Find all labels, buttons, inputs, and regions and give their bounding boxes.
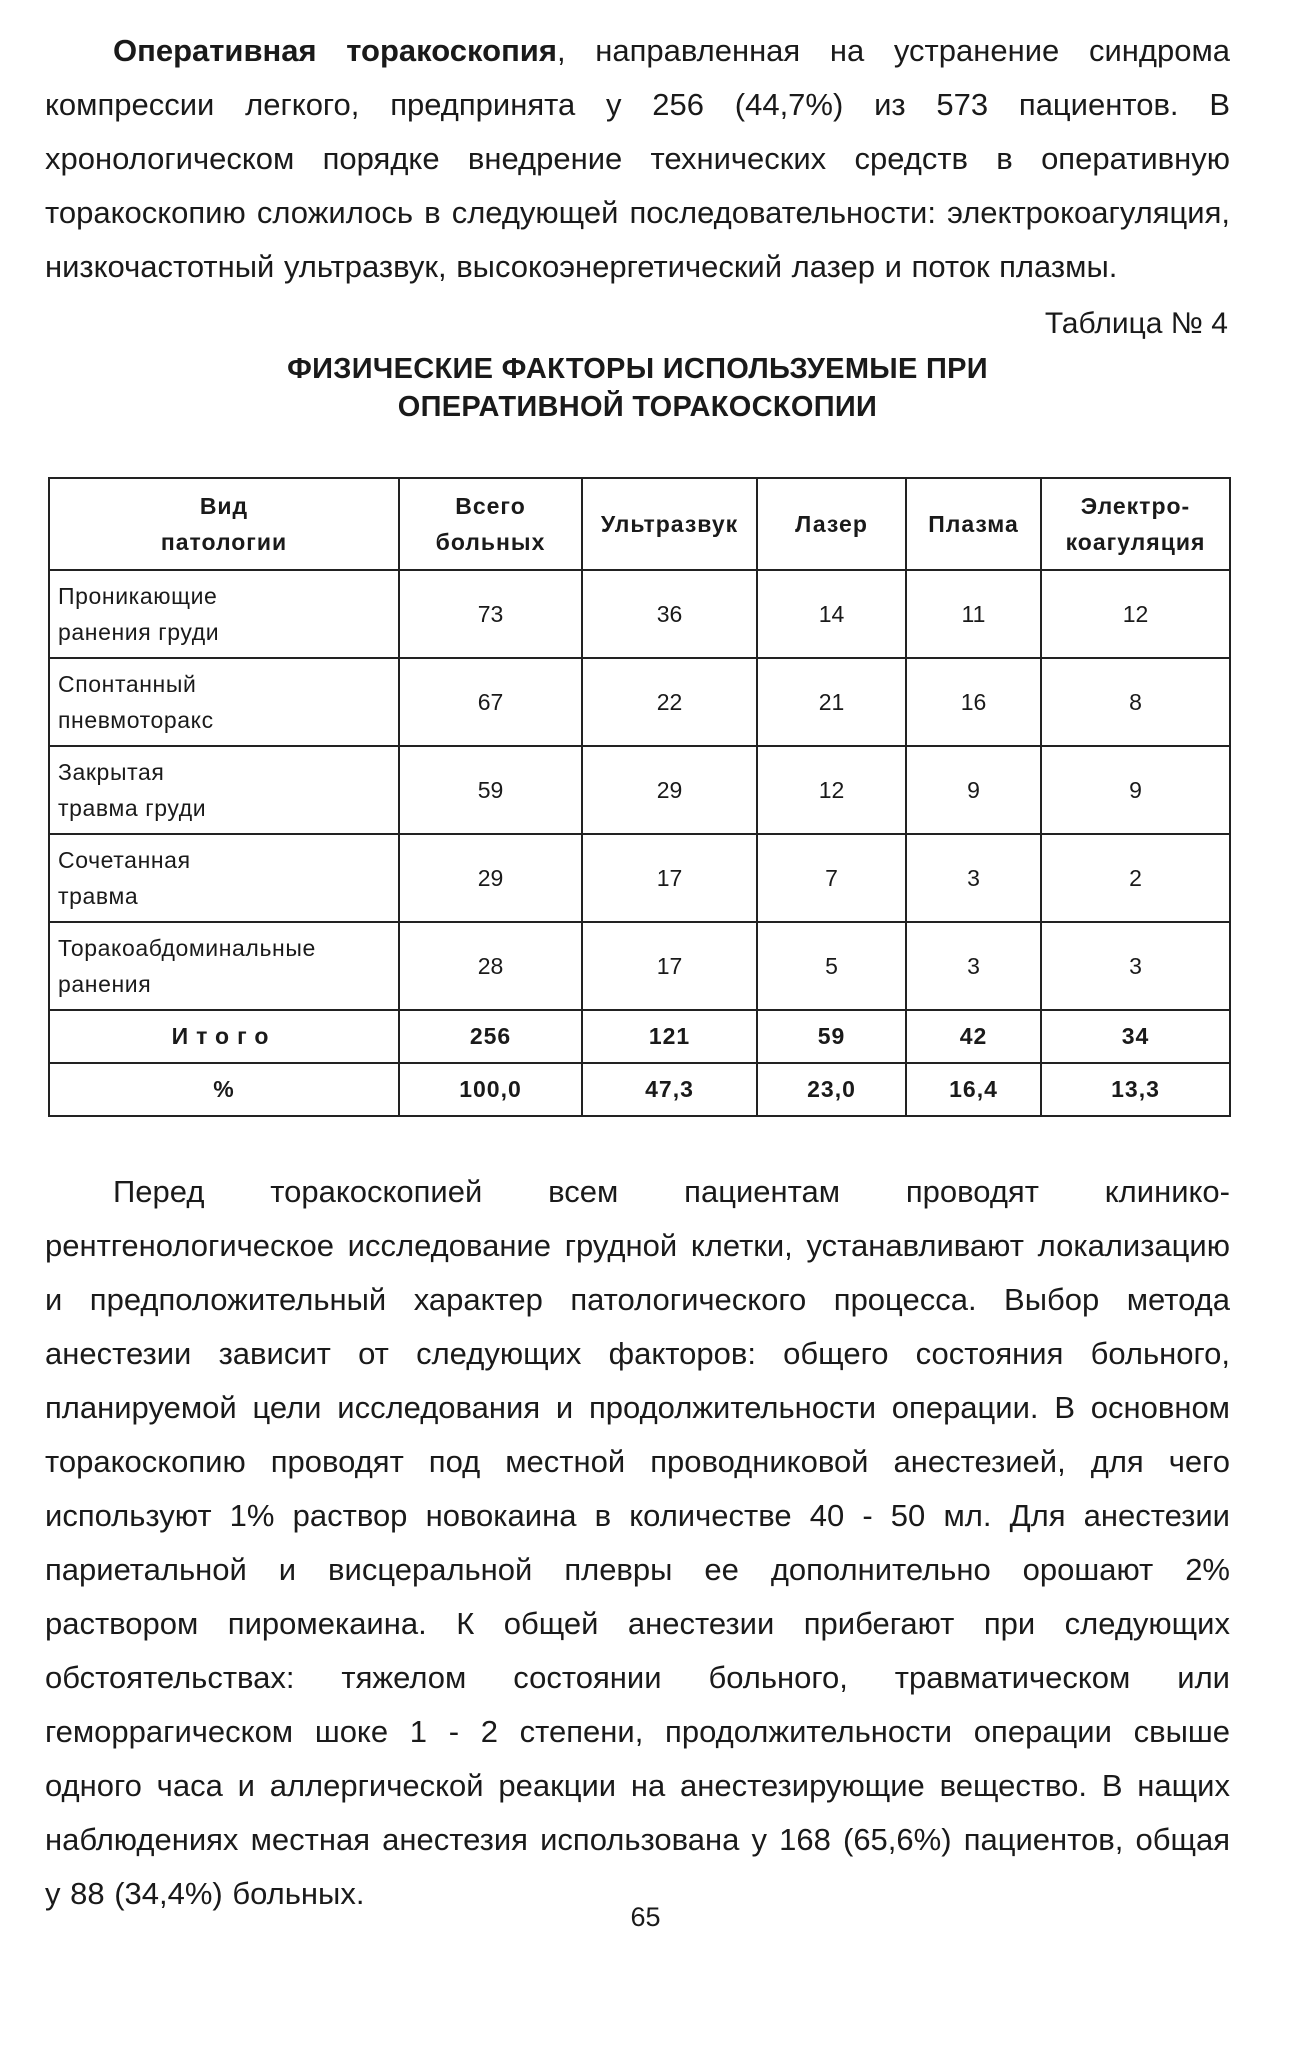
row-pathology: Спонтанный пневмоторакс [49, 658, 399, 746]
cell-laser: 5 [757, 922, 906, 1010]
intro-text: , направленная на устранение синдрома компрессии легкого, предпринята у 256 (44,7%) из 573 пациентов. В хронологическом порядке внедрение технических средств в оперативную торакоскопию сложилось в следующей последовательности: электрокоагуляция, низкочастотный ультразвук, высокоэнергетический лазер и поток плазмы. [45, 33, 1230, 284]
cell-ultrasound: 17 [582, 922, 757, 1010]
table-title-line2: ОПЕРАТИВНОЙ ТОРАКОСКОПИИ [397, 391, 878, 423]
percent-electrocoagulation: 13,3 [1041, 1063, 1230, 1116]
anesthesia-paragraph [45, 1165, 1230, 1921]
table-row [49, 658, 1230, 746]
header-ultrasound: Ультразвук [582, 478, 757, 570]
percent-patients: 100,0 [399, 1063, 582, 1116]
row-pathology: Закрытая травма груди [49, 746, 399, 834]
header-laser: Лазер [757, 478, 906, 570]
cell-ultrasound: 29 [582, 746, 757, 834]
table-row [49, 922, 1230, 1010]
cell-electrocoagulation: 8 [1041, 658, 1230, 746]
cell-laser: 7 [757, 834, 906, 922]
cell-total: 67 [399, 658, 582, 746]
percent-laser: 23,0 [757, 1063, 906, 1116]
table-row [49, 834, 1230, 922]
table-header-row [49, 478, 1230, 570]
cell-ultrasound: 36 [582, 570, 757, 658]
total-patients: 256 [399, 1010, 582, 1063]
intro-paragraph [45, 24, 1230, 294]
cell-total: 59 [399, 746, 582, 834]
table-percent-row [49, 1063, 1230, 1116]
physical-factors-table [48, 477, 1231, 1117]
cell-plasma: 16 [906, 658, 1041, 746]
header-total-patients: Всего больных [399, 478, 582, 570]
header-plasma: Плазма [906, 478, 1041, 570]
cell-ultrasound: 22 [582, 658, 757, 746]
table-label: Таблица № 4 [1044, 307, 1228, 340]
cell-laser: 12 [757, 746, 906, 834]
cell-plasma: 9 [906, 746, 1041, 834]
total-laser: 59 [757, 1010, 906, 1063]
percent-label: % [49, 1063, 399, 1116]
percent-ultrasound: 47,3 [582, 1063, 757, 1116]
row-pathology: Сочетанная травма [49, 834, 399, 922]
header-electrocoagulation: Электро- коагуляция [1041, 478, 1230, 570]
cell-total: 29 [399, 834, 582, 922]
cell-plasma: 11 [906, 570, 1041, 658]
cell-plasma: 3 [906, 834, 1041, 922]
cell-total: 73 [399, 570, 582, 658]
row-pathology: Проникающие ранения груди [49, 570, 399, 658]
intro-bold-lead: Оперативная торакоскопия [113, 33, 557, 68]
cell-laser: 21 [757, 658, 906, 746]
table-row [49, 746, 1230, 834]
table-row [49, 570, 1230, 658]
page-number: 65 [630, 1902, 661, 1932]
cell-electrocoagulation: 9 [1041, 746, 1230, 834]
total-ultrasound: 121 [582, 1010, 757, 1063]
cell-electrocoagulation: 12 [1041, 570, 1230, 658]
cell-electrocoagulation: 3 [1041, 922, 1230, 1010]
cell-plasma: 3 [906, 922, 1041, 1010]
percent-plasma: 16,4 [906, 1063, 1041, 1116]
total-electrocoagulation: 34 [1041, 1010, 1230, 1063]
anesthesia-text: Перед торакоскопией всем пациентам проводят клинико-рентгенологическое исследование грудной клетки, устанавливают локализацию и предположительный характер патологического процесса. Выбор метода анестезии зависит от следующих факторов: общего состояния больного, планируемой цели исследования и продолжительности операции. В основном торакоскопию проводят под местной проводниковой анестезией, для чего используют 1% раствор новокаина в количестве 40 - 50 мл. Для анестезии париетальной и висцеральной плевры ее дополнительно орошают 2% раствором пиромекаина. К общей анестезии прибегают при следующих обстоятельствах: тяжелом состоянии больного, травматическом или геморрагическом шоке 1 - 2 степени, продолжительности операции свыше одного часа и аллергической реакции на анестезирующие вещество. В нащих наблюдениях местная анестезия использована у 168 (65,6%) пациентов, общая у 88 (34,4%) больных. [45, 1174, 1230, 1911]
cell-laser: 14 [757, 570, 906, 658]
cell-total: 28 [399, 922, 582, 1010]
table-title-line1: ФИЗИЧЕСКИЕ ФАКТОРЫ ИСПОЛЬЗУЕМЫЕ ПРИ [287, 353, 988, 385]
row-pathology: Торакоабдоминальные ранения [49, 922, 399, 1010]
cell-ultrasound: 17 [582, 834, 757, 922]
total-label: Итого [49, 1010, 399, 1063]
table-title [45, 350, 1230, 426]
cell-electrocoagulation: 2 [1041, 834, 1230, 922]
header-pathology: Вид патологии [49, 478, 399, 570]
table-total-row [49, 1010, 1230, 1063]
total-plasma: 42 [906, 1010, 1041, 1063]
